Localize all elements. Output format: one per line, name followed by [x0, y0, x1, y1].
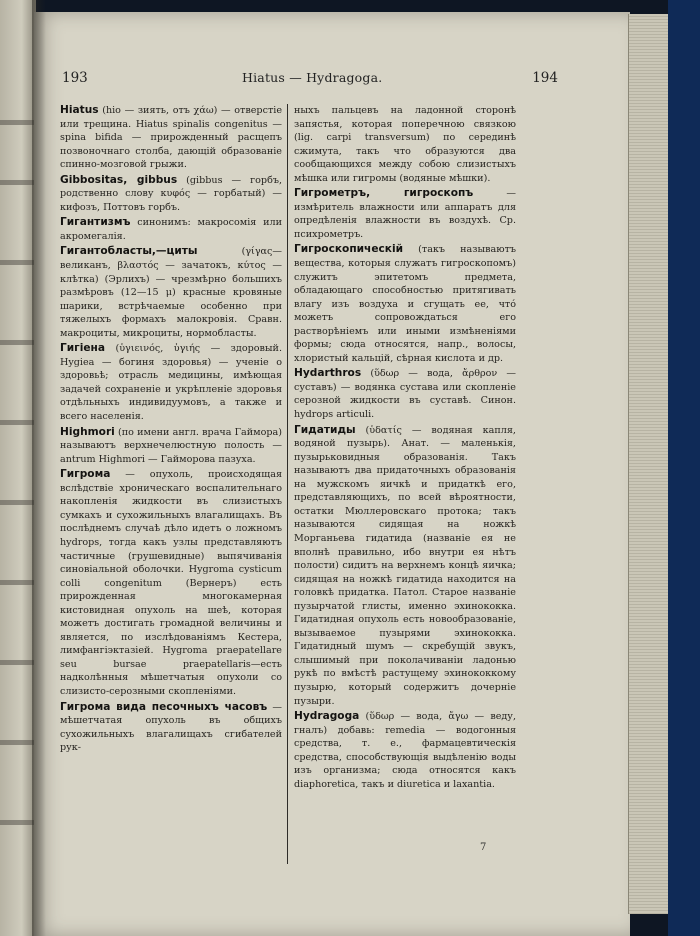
dictionary-entry: [60, 468, 282, 698]
dictionary-entry: [60, 701, 282, 755]
dictionary-entry: [294, 104, 516, 185]
page-edges: [628, 14, 669, 914]
definition: (ὑδατίς — водяная капля, водяной пузырь). Анат. — маленькія, пузырьковидныя образованія. Такъ называютъ два придаточныхъ образованія на мужскомъ яичкѣ и придаткѣ его, представляющихъ, по всей вѣроятности, остатки Мюллеровскаго протока; такъ называются сидящая на ножкѣ Морганьева гидатида (названіе ея не вполнѣ правильно, ибо внутри ея нѣтъ полости) сидитъ на верхнемъ концѣ яичка; сидящая на ножкѣ гидатида находится на головкѣ придатка. Патол. Старое названіе пузырчатой глисты, именно эхинококка. Гидатидная опухоль есть новообразованіе, вызываемое пузырями эхинококка. Гидатидный шумъ — скребущій звукъ, слышимый при поколачиваніи ладонью рукѣ по вмѣстѣ растущему эхинококкому пузырю, который содержитъ дочерніе пузыри.: [294, 424, 516, 707]
dictionary-entry: [294, 367, 516, 421]
definition: (γίγας—великанъ, βλαστός — зачатокъ, κύτος — клѣтка) (Эрлихъ) — чрезмѣрно большихъ размѣровъ (12—15 μ) красные кровяные шарики, встрѣчаемые особенно при тяжелыхъ формахъ малокровія. Сравн. макроциты, микроциты, нормобласты.: [60, 246, 282, 339]
running-title: Hiatus — Hydragoga.: [242, 70, 383, 85]
spine-shadow: [32, 0, 46, 936]
definition: (такъ называютъ вещества, которыя служатъ гигроскопомъ) служитъ эпитетомъ предмета, обладающаго способностью притягивать влагу изъ воздуха и сгущать ее, чтó можетъ сопровождаться его растворѣніемъ или иными измѣненіями формы; сюда относятся, напр., волосы, хлористый кальцій, сѣрная кислота и др.: [294, 244, 516, 364]
definition: синонимъ: макросомія или акромегалія.: [60, 217, 282, 242]
definition: — мѣшетчатая опухоль въ общихъ сухожильныхъ влагалищахъ сгибателей рук-: [60, 701, 282, 754]
definition: (gibbus — горбъ, родственно слову κυφός — горбатый) — кифозъ, Поттовъ горбъ.: [60, 174, 282, 213]
definition: (hio — зиять, отъ χάω) — отверстіе или трещина. Hiatus spinalis congenitus — spina bifida — прирожденный расщепъ позвоночнаго столба, дающій образованіе спинно-мозговой грыжи.: [60, 105, 282, 171]
previous-page-edge: [0, 0, 36, 936]
running-header: [62, 66, 558, 88]
dictionary-entry: [294, 424, 516, 708]
dictionary-entry: [60, 174, 282, 215]
definition: (ὕδωρ — вода, ἄγω — веду, гналъ) добавь: remedia — водогонныя средства, т. е., фармацевтическія средства, способствующія выдѣленію воды изъ организма; сюда относятся какъ diaphoretica, такъ и diuretica и laxantia.: [294, 711, 516, 790]
dictionary-entry: [60, 426, 282, 467]
dictionary-entry: [60, 245, 282, 340]
definition: ныхъ пальцевъ на ладонной сторонѣ запястья, которая поперечною связкою (lig. carpi transversum) по серединѣ сжимута, такъ что образуются два сообщающихся между собою слизистыхъ мѣшка или гигромы (водяные мѣшки).: [294, 105, 516, 184]
right-column: [294, 104, 516, 791]
dictionary-entry: [294, 710, 516, 791]
dictionary-entry: [60, 342, 282, 423]
left-column: [60, 104, 282, 755]
headword: Гигрома вида песочныхъ часовъ: [60, 700, 268, 713]
headword: Гигроскопическій: [294, 243, 404, 256]
dictionary-entry: [60, 216, 282, 243]
book-cover: [668, 0, 700, 936]
headword: Gibbositas, gibbus: [60, 173, 178, 186]
headword: Highmori: [60, 425, 115, 438]
headword: Hydragoga: [294, 710, 360, 723]
dictionary-entry: [294, 243, 516, 365]
dictionary-entry: [294, 187, 516, 241]
headword: Hydarthros: [294, 367, 362, 380]
headword: Гигіена: [60, 342, 105, 355]
signature-mark: 7: [480, 842, 487, 853]
column-divider: [287, 104, 288, 864]
page-number-right: 194: [532, 70, 558, 86]
definition: — опухоль, происходящая вслѣдствіе хроническаго воспалительнаго накопленія жидкости въ слизистыхъ сумкахъ и сухожильныхъ влагалищахъ. Въ послѣднемъ случаѣ дѣло идетъ о ложномъ hydrops, тогда какъ узлы представляютъ частичные (грушевидные) выпячиванія синовіальной оболочки. Hygroma cysticum colli congenitum (Вернеръ) есть прирожденная многокамерная кистовидная опухоль на шеѣ, которая можетъ достигать громадной величины и является, по изслѣдованіямъ Кестера, лимфангіэктазіей. Hygroma praepatellare seu bursae praepatellaris—есть надколѣнныя мѣшетчатыя опухоли со слизисто-серозными скопленіями.: [60, 469, 282, 697]
headword: Гигрома: [60, 468, 111, 481]
dictionary-entry: [60, 104, 282, 172]
definition: (ὑγιεινός, ὑγιής — здоровый. Hygiea — богиня здоровья) — ученіе о здоровьѣ; отрасль медицины, имѣющая задачей сохраненіе и укрѣпленіе здоровья отдѣльныхъ индивидуумовъ, а также и всего населенія.: [60, 343, 282, 423]
headword: Гигантобласты,—циты: [60, 245, 198, 258]
definition: — измѣритель влажности или аппаратъ для опредѣленія влажности въ воздухѣ. Ср. психрометръ.: [294, 188, 516, 240]
headword: Гидатиды: [294, 423, 356, 436]
headword: Гигантизмъ: [60, 216, 131, 229]
definition: (ὕδωρ — вода, ἄρθρον — суставъ) — водянка сустава или скопленіе серозной жидкости въ суставѣ. Синон. hydrops articuli.: [294, 368, 516, 421]
headword: Гигрометръ, гигроскопъ: [294, 187, 474, 200]
page-number-left: 193: [62, 70, 88, 86]
headword: Hiatus: [60, 104, 99, 116]
definition: (по имени англ. врача Гаймора) называютъ верхнечелюстную полость — antrum Highmori — Гайморова пазуха.: [60, 426, 282, 465]
